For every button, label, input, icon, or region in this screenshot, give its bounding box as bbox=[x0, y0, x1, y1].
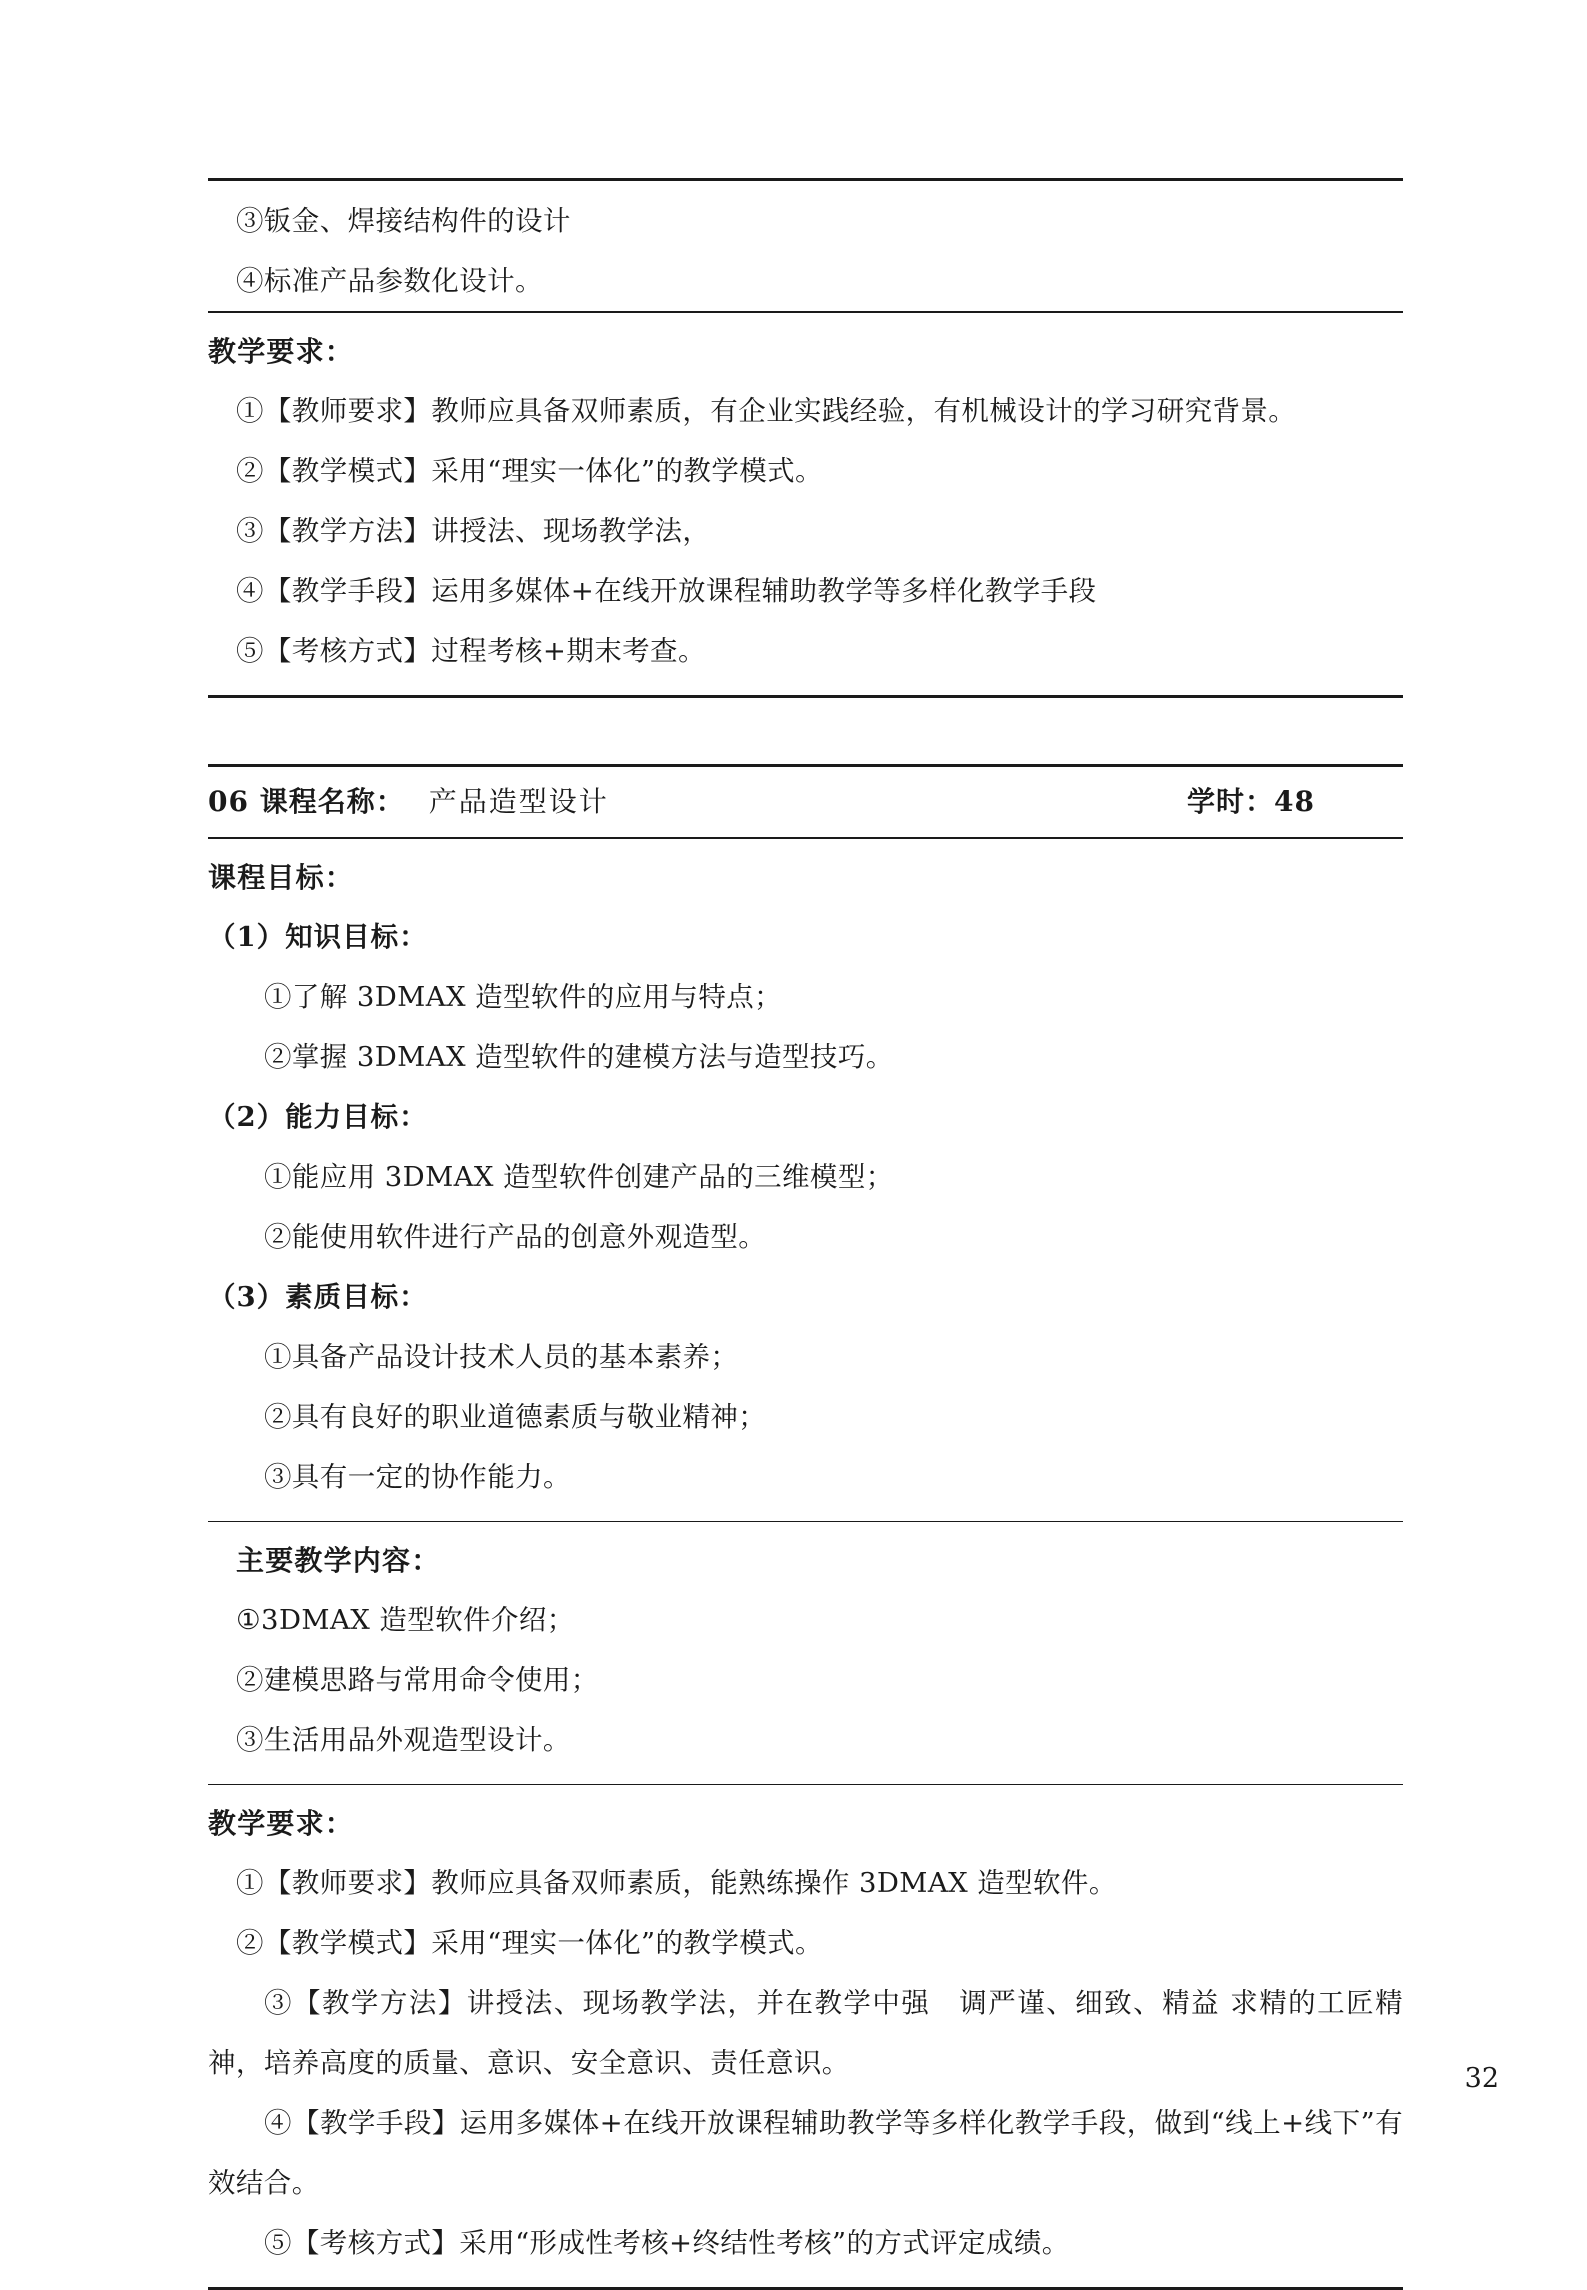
content-item: ①3DMAX 造型软件介绍； bbox=[236, 1604, 575, 1636]
page-number: 32 bbox=[1464, 2063, 1499, 2094]
course-header-row bbox=[208, 767, 1403, 837]
requirement-item: ⑤【考核方式】采用“形成性考核+终结性考核”的方式评定成绩。 bbox=[264, 2227, 1070, 2259]
prev-course-requirements-block bbox=[208, 313, 1403, 695]
objective-item: ②掌握 3DMAX 造型软件的建模方法与造型技巧。 bbox=[264, 1041, 894, 1073]
requirements-heading: 教学要求： bbox=[208, 1807, 355, 1840]
requirements-heading: 教学要求： bbox=[208, 335, 355, 368]
requirement-item: ④【教学手段】运用多媒体+在线开放课程辅助教学等多样化教学手段 bbox=[236, 575, 1097, 607]
objective-group-title: （2）能力目标： bbox=[208, 1101, 428, 1133]
requirement-item: ④【教学手段】运用多媒体+在线开放课程辅助教学等多样化教学手段，做到“线上+线下”有效结合。 bbox=[208, 2107, 1403, 2199]
prev-course-content-block bbox=[208, 181, 1403, 311]
requirement-item: ③【教学方法】讲授法、现场教学法， bbox=[236, 515, 711, 547]
objective-item: ①具备产品设计技术人员的基本素养； bbox=[264, 1341, 739, 1373]
content-heading: 主要教学内容： bbox=[236, 1544, 441, 1577]
course-name: 产品造型设计 bbox=[428, 785, 609, 818]
objective-group-title: （1）知识目标： bbox=[208, 921, 428, 953]
requirement-item: ②【教学模式】采用“理实一体化”的教学模式。 bbox=[236, 455, 823, 487]
list-item: ③钣金、焊接结构件的设计 bbox=[236, 205, 571, 237]
requirement-item: ②【教学模式】采用“理实一体化”的教学模式。 bbox=[236, 1927, 823, 1959]
course-title-group bbox=[208, 767, 609, 837]
requirement-item: ⑤【考核方式】过程考核+期末考查。 bbox=[236, 635, 706, 667]
objective-item: ②能使用软件进行产品的创意外观造型。 bbox=[264, 1221, 767, 1253]
objective-item: ③具有一定的协作能力。 bbox=[264, 1461, 571, 1493]
course-content-block bbox=[208, 1522, 1403, 1784]
course-hours: 学时：48 bbox=[1187, 785, 1315, 818]
requirement-item: ③【教学方法】讲授法、现场教学法，并在教学中强 调严谨、细致、精益 求精的工匠精神，培养高度的质量、意识、安全意识、责任意识。 bbox=[208, 1987, 1403, 2079]
list-item: ④标准产品参数化设计。 bbox=[236, 265, 543, 297]
requirement-item: ①【教师要求】教师应具备双师素质，能熟练操作 3DMAX 造型软件。 bbox=[236, 1867, 1117, 1899]
content-item: ②建模思路与常用命令使用； bbox=[236, 1664, 599, 1696]
content-item: ③生活用品外观造型设计。 bbox=[236, 1724, 571, 1756]
course-number-label: 06 课程名称： bbox=[208, 785, 405, 818]
objective-item: ②具有良好的职业道德素质与敬业精神； bbox=[264, 1401, 767, 1433]
section-spacer bbox=[208, 698, 1403, 764]
course-requirements-block bbox=[208, 1785, 1403, 2287]
page-content bbox=[208, 178, 1403, 2290]
requirement-item: ①【教师要求】教师应具备双师素质，有企业实践经验，有机械设计的学习研究背景。 bbox=[236, 395, 1297, 427]
objective-group-title: （3）素质目标： bbox=[208, 1281, 428, 1313]
objective-item: ①能应用 3DMAX 造型软件创建产品的三维模型； bbox=[264, 1161, 894, 1193]
course-objectives-block bbox=[208, 839, 1403, 1521]
objective-item: ①了解 3DMAX 造型软件的应用与特点； bbox=[264, 981, 783, 1013]
objectives-heading: 课程目标： bbox=[208, 861, 355, 894]
